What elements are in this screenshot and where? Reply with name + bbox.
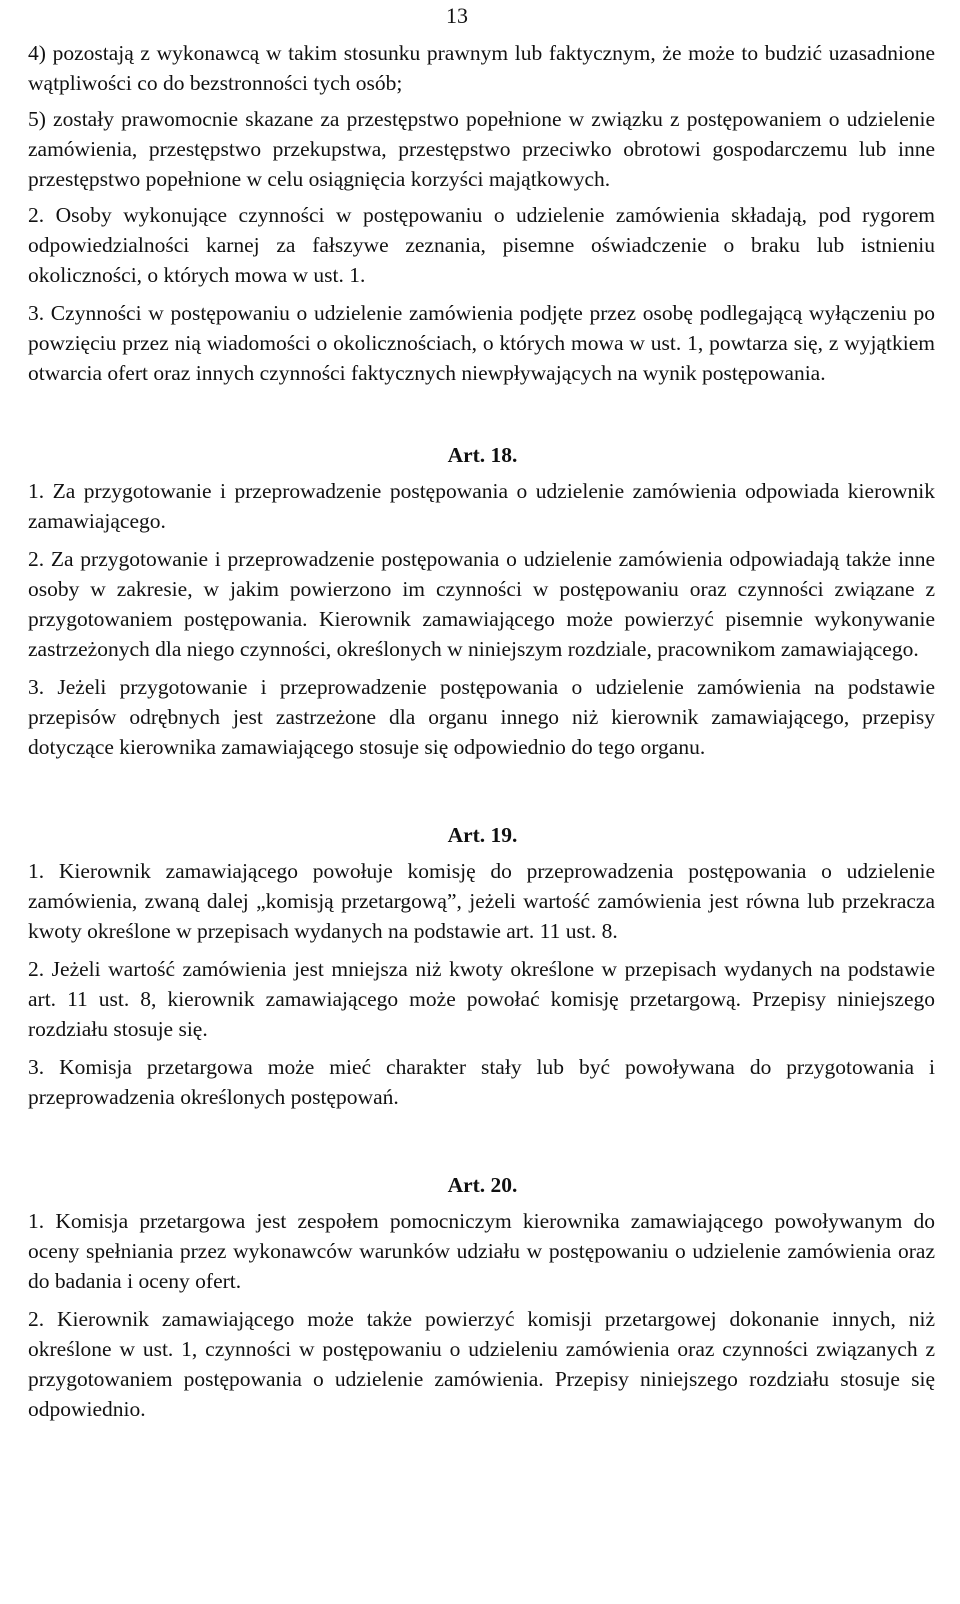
art18-heading: Art. 18. xyxy=(447,443,518,467)
art19-paragraph-1: 1. Kierownik zamawiającego powołuje komisję do przeprowadzenia postępowania o udzielenie zamówienia, zwaną dalej „komisją przetargową”, jeżeli wartość zamówienia jest równa lub przekracza kwoty określone w przepisach wydanych na podstawie art. 11 ust. 8. xyxy=(28,859,935,943)
art20-paragraph-2: 2. Kierownik zamawiającego może także powierzyć komisji przetargowej dokonanie innych, niż określone w ust. 1, czynności w postępowaniu o udzieleniu zamówienia oraz czynności związanych z przygotowaniem postępowania o udzielenie zamówienia. Przepisy niniejszego rozdziału stosuje się odpowiednio. xyxy=(28,1307,935,1421)
art18-paragraph-3: 3. Jeżeli przygotowanie i przeprowadzenie postępowania o udzielenie zamówienia na podstawie przepisów odrębnych jest zastrzeżone dla organu innego niż kierownik zamawiającego, przepisy dotyczące kierownika zamawiającego stosuje się odpowiednio do tego organu. xyxy=(28,675,935,759)
list-item-5: 5) zostały prawomocnie skazane za przestępstwo popełnione w związku z postępowaniem o udzielenie zamówienia, przestępstwo przekupstwa, przestępstwo przeciwko obrotowi gospodarczemu lub inne przestępstwo popełnione w celu osiągnięcia korzyści majątkowych. xyxy=(28,107,935,191)
art17-paragraph-3: 3. Czynności w postępowaniu o udzielenie zamówienia podjęte przez osobę podlegającą wyłączeniu po powzięciu przez nią wiadomości o okolicznościach, o których mowa w ust. 1, powtarza się, z wyjątkiem otwarcia ofert oraz innych czynności faktycznych niewpływających na wynik postępowania. xyxy=(28,301,935,385)
art20-paragraph-1: 1. Komisja przetargowa jest zespołem pomocniczym kierownika zamawiającego powoływanym do oceny spełniania przez wykonawców warunków udziału w postępowaniu o udzielenie zamówienia oraz do badania i oceny ofert. xyxy=(28,1209,935,1293)
art18-paragraph-2: 2. Za przygotowanie i przeprowadzenie postępowania o udzielenie zamówienia odpowiadają także inne osoby w zakresie, w jakim powierzono im czynności w postępowaniu oraz czynności związane z przygotowaniem postępowania. Kierownik zamawiającego może powierzyć pisemnie wykonywanie zastrzeżonych dla niego czynności, określonych w niniejszym rozdziale, pracownikom zamawiającego. xyxy=(28,547,935,661)
list-item-4: 4) pozostają z wykonawcą w takim stosunku prawnym lub faktycznym, że może to budzić uzasadnione wątpliwości co do bezstronności tych osób; xyxy=(28,41,935,95)
page-number: 13 xyxy=(446,3,468,28)
art18-paragraph-1: 1. Za przygotowanie i przeprowadzenie postępowania o udzielenie zamówienia odpowiada kierownik zamawiającego. xyxy=(28,479,935,533)
art20-heading: Art. 20. xyxy=(447,1173,518,1197)
art19-paragraph-3: 3. Komisja przetargowa może mieć charakter stały lub być powoływana do przygotowania i przeprowadzenia określonych postępowań. xyxy=(28,1055,935,1109)
art17-paragraph-2: 2. Osoby wykonujące czynności w postępowaniu o udzielenie zamówienia składają, pod rygorem odpowiedzialności karnej za fałszywe zeznania, pisemne oświadczenie o braku lub istnieniu okoliczności, o których mowa w ust. 1. xyxy=(28,203,935,287)
art19-heading: Art. 19. xyxy=(447,823,518,847)
document-body xyxy=(28,38,935,1432)
art19-paragraph-2: 2. Jeżeli wartość zamówienia jest mniejsza niż kwoty określone w przepisach wydanych na podstawie art. 11 ust. 8, kierownik zamawiającego może powołać komisję przetargową. Przepisy niniejszego rozdziału stosuje się. xyxy=(28,957,935,1041)
